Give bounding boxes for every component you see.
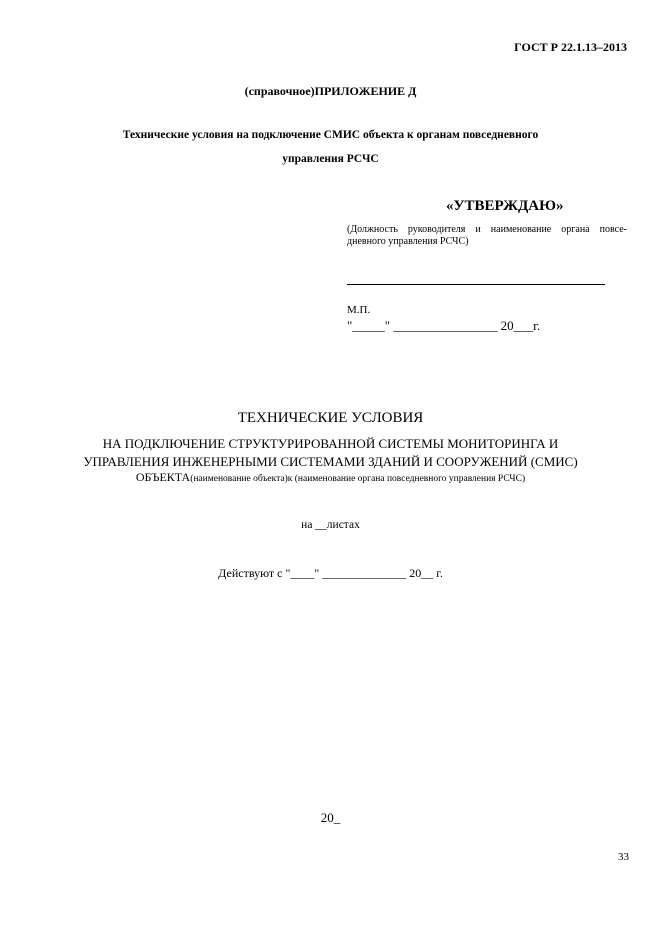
approval-heading: «УТВЕРЖДАЮ» <box>446 198 564 214</box>
object-word: ОБЪЕКТА <box>135 470 191 484</box>
annex-prefix: (справочное) <box>244 84 315 98</box>
signature-line <box>347 284 605 285</box>
annex-title: ПРИЛОЖЕНИЕ Д <box>314 84 417 98</box>
seal-mark: М.П. <box>347 304 371 316</box>
object-note: (наименование объекта)к (наименование органа повседневного управления РСЧС) <box>190 474 526 484</box>
standard-number: ГОСТ Р 22.1.13–2013 <box>514 40 627 54</box>
sheets-count: на __листах <box>301 519 360 531</box>
tu-subtitle-line-1: НА ПОДКЛЮЧЕНИЕ СТРУКТУРИРОВАННОЙ СИСТЕМЫ МОНИТОРИНГА И <box>102 436 559 451</box>
approval-note: (Должность руководителя и наименование органа повсе-дневного управления РСЧС) <box>347 224 627 247</box>
tu-title: ТЕХНИЧЕСКИЕ УСЛОВИЯ <box>237 410 424 426</box>
page-number: 33 <box>618 851 629 863</box>
tu-subtitle-line-3 <box>0 470 661 485</box>
year-line: 20_ <box>320 810 341 825</box>
tu-subtitle-line-2: УПРАВЛЕНИЯ ИНЖЕНЕРНЫМИ СИСТЕМАМИ ЗДАНИЙ И СООРУЖЕНИЙ (СМИС) <box>83 454 578 469</box>
doc-title-line-2: управления РСЧС <box>282 153 379 165</box>
annex-heading <box>0 84 661 99</box>
approval-date-line: "_____" ________________ 20___г. <box>347 318 541 333</box>
validity-date: Действуют с "____" ______________ 20__ г. <box>218 566 443 580</box>
doc-title-line-1: Технические условия на подключение СМИС объекта к органам повседневного <box>122 129 539 141</box>
